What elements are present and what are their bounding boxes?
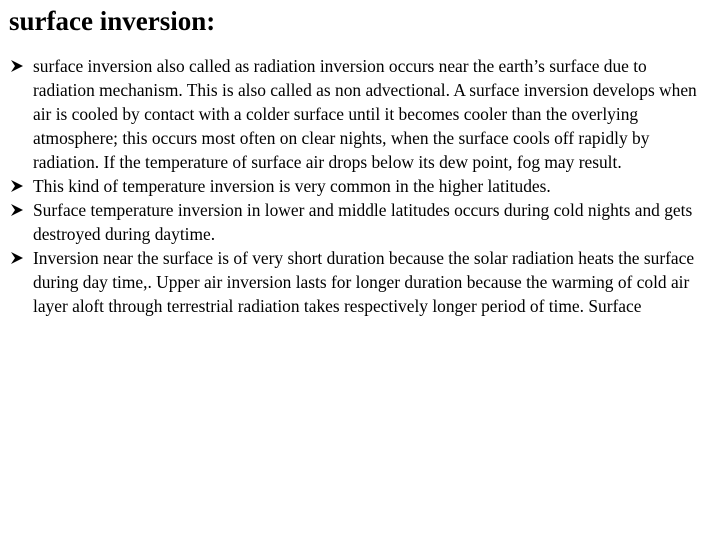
bullet-list <box>9 54 711 318</box>
bullet-item <box>9 54 711 174</box>
slide-title: surface inversion: <box>9 6 216 36</box>
arrowhead-bullet-icon <box>9 198 27 222</box>
arrowhead-bullet-icon <box>9 54 27 78</box>
bullet-text: Surface temperature inversion in lower and middle latitudes occurs during cold nights and gets destroyed during daytime. <box>33 200 693 244</box>
bullet-item <box>9 174 711 198</box>
bullet-item <box>9 198 711 246</box>
bullet-text: This kind of temperature inversion is very common in the higher latitudes. <box>33 176 551 196</box>
bullet-text: Inversion near the surface is of very short duration because the solar radiation heats the surface during day time,. Upper air inversion lasts for longer duration because the warming of cold air layer aloft through terrestrial radiation takes respectively longer period of time. Surface <box>33 248 695 316</box>
bullet-text: surface inversion also called as radiation inversion occurs near the earth’s surface due to radiation mechanism. This is also called as non advectional. A surface inversion develops when air is cooled by contact with a colder surface until it becomes cooler than the overlying atmosphere; this occurs most often on clear nights, when the surface cools off rapidly by radiation. If the temperature of surface air drops below its dew point, fog may result. <box>33 56 697 172</box>
arrowhead-bullet-icon <box>9 174 27 198</box>
arrowhead-bullet-icon <box>9 246 27 270</box>
bullet-item <box>9 246 711 318</box>
